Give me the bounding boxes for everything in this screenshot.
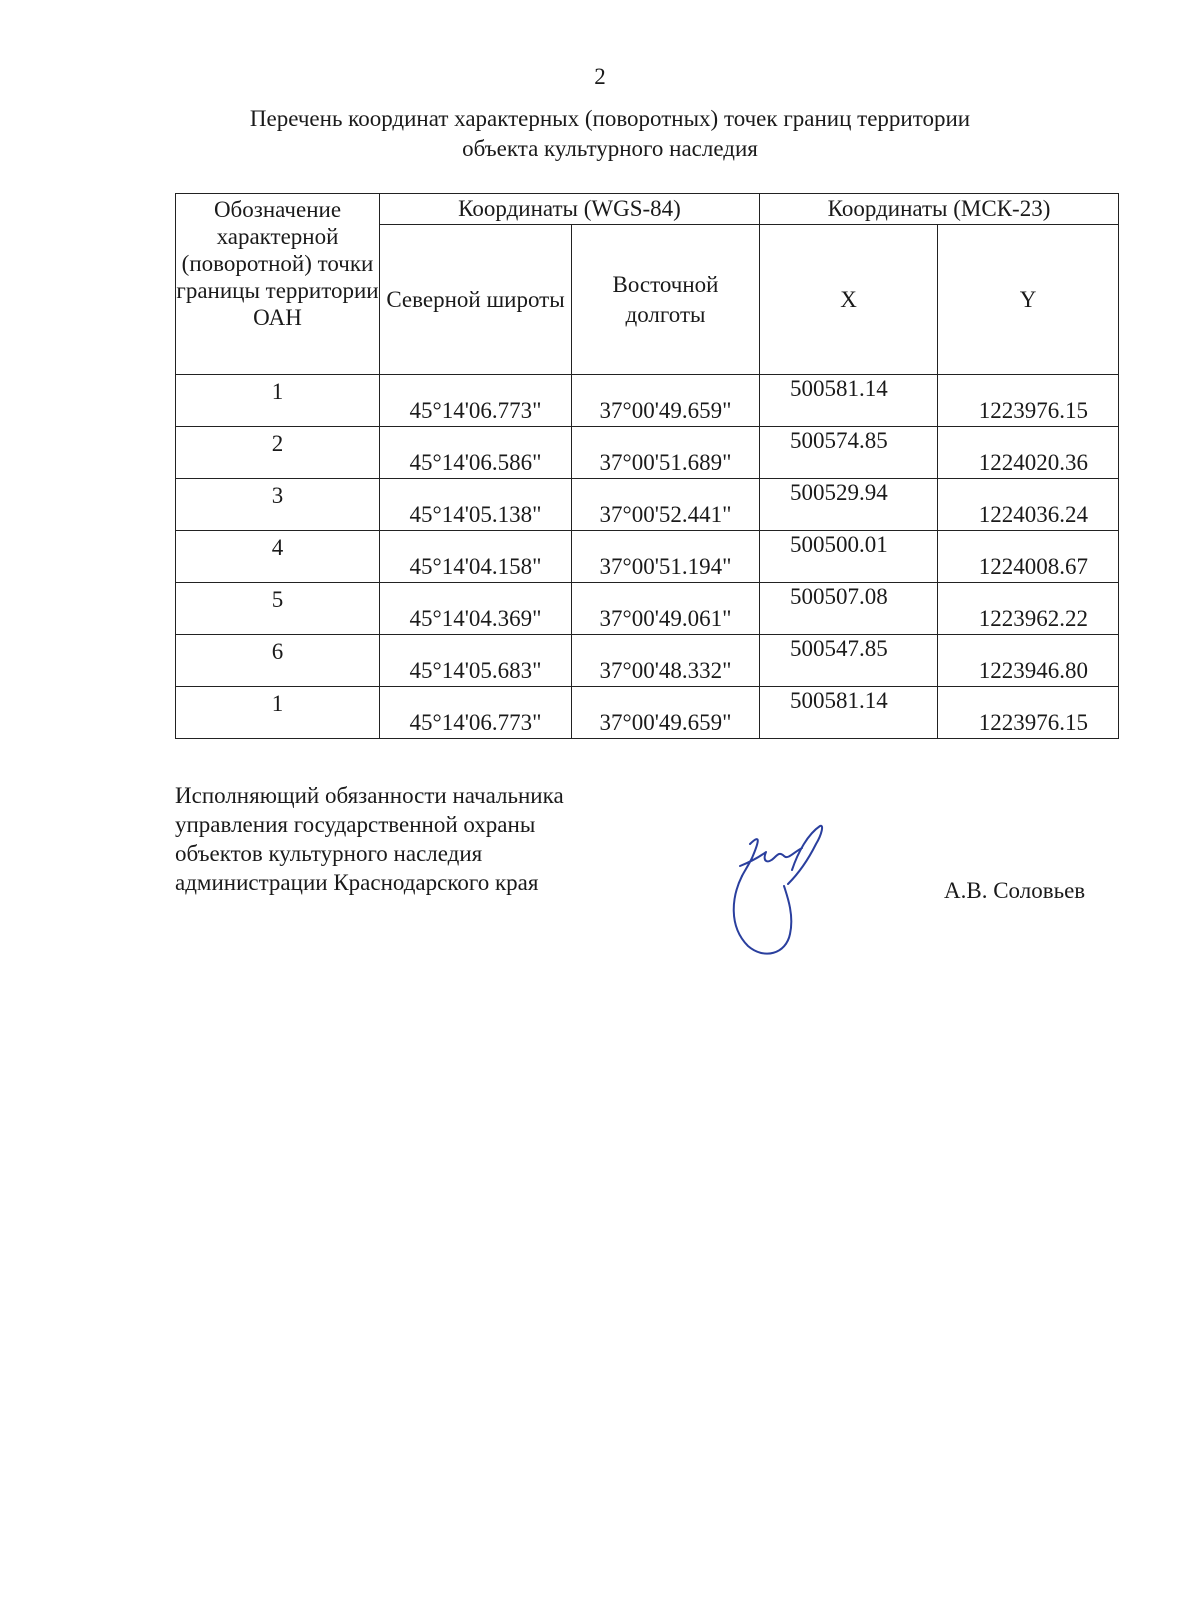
title-line-1: Перечень координат характерных (поворотных) точек границ территории: [249, 106, 971, 131]
longitude-cell: 37°00'51.689": [572, 427, 760, 479]
signer-position-line: объектов культурного наследия: [175, 841, 483, 866]
latitude-cell: 45°14'05.138": [380, 479, 572, 531]
point-number: 2: [176, 427, 380, 479]
header-y: Y: [938, 225, 1119, 375]
longitude-cell: 37°00'52.441": [572, 479, 760, 531]
table-row: [176, 427, 1119, 479]
longitude-cell: 37°00'49.659": [572, 375, 760, 427]
latitude-cell: 45°14'06.773": [380, 375, 572, 427]
table-row: [176, 583, 1119, 635]
header-x: X: [760, 225, 938, 375]
table-row: [176, 375, 1119, 427]
y-cell: 1223976.15: [938, 687, 1119, 739]
y-cell: 1224036.24: [938, 479, 1119, 531]
header-group-wgs84: Координаты (WGS-84): [380, 194, 760, 225]
signature-loop: [734, 876, 792, 954]
y-cell: 1223976.15: [938, 375, 1119, 427]
y-cell: 1223962.22: [938, 583, 1119, 635]
signer-position-line: администрации Краснодарского края: [175, 870, 539, 895]
document-title: [150, 104, 1070, 164]
signer-position-line: Исполняющий обязанности начальника: [175, 783, 564, 808]
longitude-cell: 37°00'48.332": [572, 635, 760, 687]
header-designation: Обозначение характерной (поворотной) точки границы территории ОАН: [176, 194, 380, 375]
latitude-cell: 45°14'04.158": [380, 531, 572, 583]
y-cell: 1224008.67: [938, 531, 1119, 583]
x-cell: 500529.94: [760, 479, 938, 531]
point-number: 4: [176, 531, 380, 583]
table-row: [176, 635, 1119, 687]
coordinates-table: [175, 193, 1119, 739]
y-cell: 1223946.80: [938, 635, 1119, 687]
point-number: 6: [176, 635, 380, 687]
x-cell: 500581.14: [760, 687, 938, 739]
handwritten-signature: [728, 822, 858, 972]
table-row: [176, 479, 1119, 531]
longitude-cell: 37°00'51.194": [572, 531, 760, 583]
signer-position-line: управления государственной охраны: [175, 812, 536, 837]
latitude-cell: 45°14'05.683": [380, 635, 572, 687]
table-row: [176, 531, 1119, 583]
table-header-row-1: [176, 194, 1119, 225]
x-cell: 500581.14: [760, 375, 938, 427]
header-north-latitude: Северной широты: [380, 225, 572, 375]
x-cell: 500507.08: [760, 583, 938, 635]
latitude-cell: 45°14'06.773": [380, 687, 572, 739]
longitude-cell: 37°00'49.061": [572, 583, 760, 635]
latitude-cell: 45°14'04.369": [380, 583, 572, 635]
signer-name: А.В. Соловьев: [944, 878, 1086, 903]
title-line-2: объекта культурного наследия: [462, 136, 758, 161]
point-number: 5: [176, 583, 380, 635]
y-cell: 1224020.36: [938, 427, 1119, 479]
signer-position: [175, 781, 695, 897]
longitude-cell: 37°00'49.659": [572, 687, 760, 739]
latitude-cell: 45°14'06.586": [380, 427, 572, 479]
header-group-msk23: Координаты (МСК-23): [760, 194, 1119, 225]
signature-stroke: [740, 826, 822, 884]
page-number: 2: [594, 64, 606, 89]
header-east-longitude: Восточной долготы: [572, 225, 760, 375]
point-number: 1: [176, 687, 380, 739]
x-cell: 500500.01: [760, 531, 938, 583]
x-cell: 500574.85: [760, 427, 938, 479]
point-number: 3: [176, 479, 380, 531]
table-row: [176, 687, 1119, 739]
point-number: 1: [176, 375, 380, 427]
x-cell: 500547.85: [760, 635, 938, 687]
